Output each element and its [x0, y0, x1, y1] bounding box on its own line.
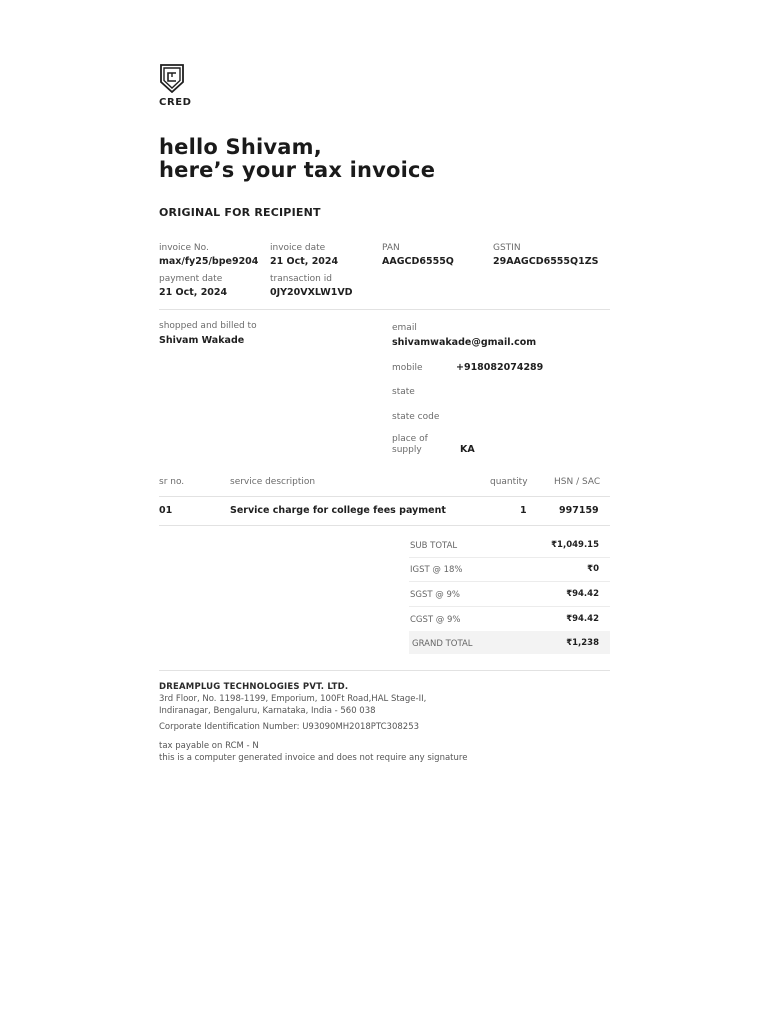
payment-date-label: payment date	[159, 274, 223, 284]
place-of-supply-label-line1: place of	[392, 434, 428, 444]
col-quantity: quantity	[490, 477, 528, 487]
payment-date-value: 21 Oct, 2024	[159, 287, 228, 298]
place-of-supply-label	[392, 434, 428, 456]
divider	[159, 496, 610, 497]
pan-label: PAN	[382, 243, 400, 253]
cgst-amount: ₹94.42	[566, 614, 599, 624]
items-table-header	[159, 477, 610, 489]
col-description: service description	[230, 477, 316, 487]
email-field	[392, 323, 536, 348]
invoice-heading	[159, 136, 435, 182]
email-value: shivamwakade@gmail.com	[392, 337, 537, 348]
pan-value: AAGCD6555Q	[382, 256, 454, 267]
company-address-line1: 3rd Floor, No. 1198-1199, Emporium, 100Ft Road,HAL Stage-II,	[159, 694, 427, 704]
item-sr: 01	[159, 505, 173, 516]
payment-date-field	[159, 274, 227, 298]
company-name: DREAMPLUG TECHNOLOGIES PVT. LTD.	[159, 682, 349, 692]
igst-label: IGST @ 18%	[410, 565, 463, 575]
brand-logo	[159, 64, 199, 108]
divider	[159, 670, 610, 671]
sgst-amount: ₹94.42	[566, 589, 599, 599]
table-row	[159, 505, 610, 517]
item-hsn: 997159	[559, 505, 599, 516]
rcm-note: tax payable on RCM - N	[159, 741, 259, 751]
invoice-date-value: 21 Oct, 2024	[270, 256, 339, 267]
divider	[159, 525, 610, 526]
gstin-label: GSTIN	[493, 243, 521, 253]
invoice-no-label: invoice No.	[159, 243, 209, 253]
transaction-id-value: 0JY20VXLW1VD	[270, 287, 353, 298]
item-quantity: 1	[520, 505, 527, 516]
cgst-row	[409, 607, 610, 632]
place-of-supply-label-line2: supply	[392, 445, 422, 455]
billed-to-name: Shivam Wakade	[159, 335, 245, 346]
mobile-value: +918082074289	[456, 362, 544, 373]
state-code-label: state code	[392, 412, 440, 422]
copy-type: ORIGINAL FOR RECIPIENT	[159, 206, 321, 219]
cgst-label: CGST @ 9%	[410, 615, 461, 625]
igst-amount: ₹0	[587, 564, 599, 574]
invoice-date-label: invoice date	[270, 243, 326, 253]
cred-shield-logo-icon	[159, 64, 185, 93]
state-label: state	[392, 387, 415, 397]
sgst-row	[409, 582, 610, 607]
greeting: hello Shivam,	[159, 135, 322, 159]
company-address-line2: Indiranagar, Bengaluru, Karnataka, India - 560 038	[159, 706, 376, 716]
invoice-no-field	[159, 243, 258, 267]
company-cin: Corporate Identification Number: U93090MH2018PTC308253	[159, 722, 420, 732]
invoice-no-value: max/fy25/bpe9204	[159, 256, 259, 267]
billed-to-label: shopped and billed to	[159, 321, 257, 331]
grand-total-label: GRAND TOTAL	[412, 639, 473, 649]
pan-field	[382, 243, 454, 267]
email-label: email	[392, 323, 417, 333]
company-details	[159, 682, 610, 764]
grand-total-row	[409, 631, 610, 654]
gstin-value: 29AAGCD6555Q1ZS	[493, 256, 599, 267]
gstin-field	[493, 243, 598, 267]
col-sr: sr no.	[159, 477, 185, 487]
billed-to-field	[159, 321, 257, 346]
invoice-date-field	[270, 243, 338, 267]
transaction-id-field	[270, 274, 353, 298]
transaction-id-label: transaction id	[270, 274, 332, 284]
grand-total-amount: ₹1,238	[566, 638, 599, 648]
igst-row	[409, 557, 610, 582]
signature-note: this is a computer generated invoice and does not require any signature	[159, 753, 468, 763]
col-hsn: HSN / SAC	[554, 477, 601, 487]
sgst-label: SGST @ 9%	[410, 590, 460, 600]
brand-name: CRED	[159, 97, 192, 108]
subtotal-row	[409, 533, 610, 558]
subtotal-amount: ₹1,049.15	[551, 540, 599, 550]
divider	[159, 309, 610, 310]
subtotal-label: SUB TOTAL	[410, 541, 458, 551]
item-description: Service charge for college fees payment	[230, 505, 446, 516]
mobile-label: mobile	[392, 363, 423, 373]
place-of-supply-value: KA	[460, 444, 475, 455]
invoice-subtitle: here’s your tax invoice	[159, 158, 436, 182]
